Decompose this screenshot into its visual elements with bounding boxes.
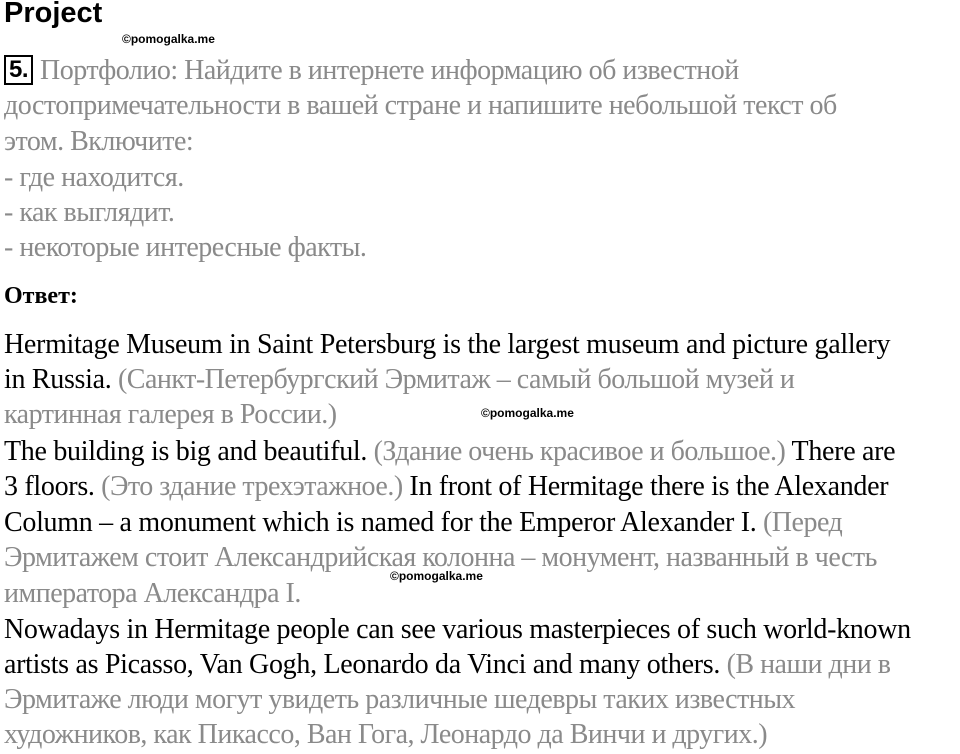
task-line: этом. Включите: [4, 126, 194, 157]
answer-line: Column – a monument which is named for the Emperor Alexander I. (Перед [4, 507, 843, 538]
section-heading: Project [4, 0, 103, 29]
answer-line: Hermitage Museum in Saint Petersburg is the largest museum and picture gallery [4, 329, 891, 360]
answer-line: картинная галерея в России.) [4, 399, 337, 430]
answer-line: in Russia. (Санкт-Петербургский Эрмитаж – самый большой музей и [4, 364, 795, 395]
answer-line: Эрмитажем стоит Александрийская колонна – монумент, названный в честь [4, 542, 877, 573]
answer-line: The building is big and beautiful. (Здание очень красивое и большое.) There are [4, 436, 896, 467]
answer-label: Ответ: [4, 283, 78, 309]
answer-line: Эрмитаже люди могут увидеть различные шедевры таких известных [4, 684, 796, 715]
task-number: 5. [4, 55, 33, 85]
answer-line: Nowadays in Hermitage people can see various masterpieces of such world-known [4, 614, 911, 645]
watermark: ©pomogalka.me [481, 406, 574, 420]
watermark: ©pomogalka.me [122, 32, 215, 46]
answer-line: художников, как Пикассо, Ван Гога, Леонардо да Винчи и других.) [4, 719, 768, 750]
task-line: - некоторые интересные факты. [4, 232, 367, 263]
answer-line: 3 floors. (Это здание трехэтажное.) In front of Hermitage there is the Alexander [4, 471, 889, 502]
answer-line: императора Александра I. [4, 578, 301, 609]
task-line: 5. Портфолио: Найдите в интернете информацию об известной [4, 54, 739, 88]
task-line: - где находится. [4, 162, 184, 193]
watermark: ©pomogalka.me [390, 569, 483, 583]
answer-line: artists as Picasso, Van Gogh, Leonardo da Vinci and many others. (В наши дни в [4, 649, 891, 680]
task-line: - как выглядит. [4, 197, 175, 228]
task-line: достопримечательности в вашей стране и напишите небольшой текст об [4, 90, 837, 121]
